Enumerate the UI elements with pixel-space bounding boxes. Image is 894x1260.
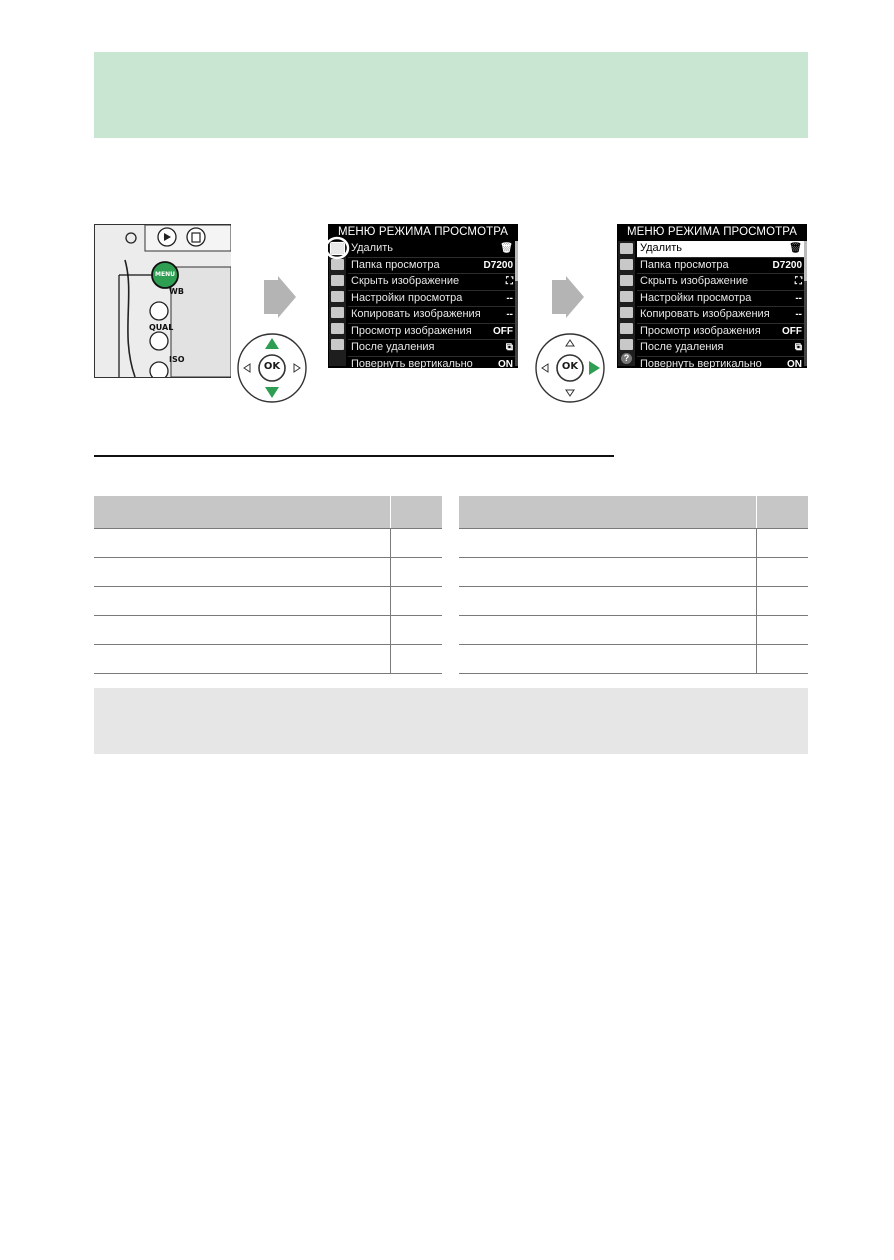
menu-item[interactable] (348, 258, 516, 275)
item-value: -- (506, 292, 513, 304)
screen-title: МЕНЮ РЕЖИМА ПРОСМОТРА (337, 226, 509, 238)
table-cell (757, 645, 809, 674)
camera-tab-icon[interactable] (331, 259, 344, 270)
trash-icon: 🗑 (789, 243, 802, 254)
menu-item[interactable] (637, 357, 805, 369)
table-cell (391, 587, 443, 616)
header-cell (459, 496, 757, 529)
menu-item[interactable] (637, 307, 805, 324)
table-row (94, 529, 442, 558)
wrench-tab-icon[interactable] (620, 307, 633, 318)
iso-label: ISO (169, 355, 185, 364)
ok-label: OK (263, 361, 281, 372)
table-cell (459, 616, 757, 645)
item-label: Копировать изображения (351, 308, 481, 320)
table-cell (459, 529, 757, 558)
movie-tab-icon[interactable] (620, 275, 633, 286)
pencil-tab-icon[interactable] (331, 291, 344, 302)
menu-tabs (618, 241, 635, 366)
item-value: D7200 (483, 259, 513, 271)
retouch-tab-icon[interactable] (331, 323, 344, 334)
options-table-right (459, 496, 808, 674)
table-row (94, 645, 442, 674)
item-label: Повернуть вертикально (351, 357, 473, 368)
multi-selector-up-down (236, 332, 308, 404)
item-value: OFF (782, 325, 802, 337)
delete-button-graphic (187, 228, 205, 246)
menu-item[interactable] (637, 340, 805, 357)
item-value: -- (795, 292, 802, 304)
table-cell (757, 587, 809, 616)
table-cell (94, 558, 391, 587)
table-cell (459, 645, 757, 674)
menu-item[interactable] (348, 241, 516, 258)
table-row (94, 616, 442, 645)
item-value: D7200 (772, 259, 802, 271)
pencil-tab-icon[interactable] (620, 291, 633, 302)
item-label: Настройки просмотра (640, 291, 752, 304)
table-cell (459, 558, 757, 587)
table-row (459, 616, 808, 645)
table-row (94, 558, 442, 587)
wb-label: WB (169, 287, 184, 296)
item-label: Папка просмотра (351, 258, 440, 271)
menu-scrollbar[interactable] (515, 241, 518, 366)
table-cell (757, 616, 809, 645)
item-value: OFF (493, 325, 513, 337)
menu-item[interactable] (637, 274, 805, 291)
table-cell (94, 529, 391, 558)
menu-scrollbar[interactable] (804, 241, 807, 366)
menu-item[interactable] (348, 291, 516, 308)
my-menu-tab-icon[interactable] (620, 339, 633, 350)
after-delete-icon: ⧉ (794, 342, 802, 353)
header-cell (391, 496, 443, 529)
playback-menu-screen-right (617, 224, 807, 368)
selection-highlight-circle (328, 236, 350, 260)
playback-menu-screen-left (328, 224, 518, 368)
menu-item[interactable] (348, 324, 516, 341)
after-delete-icon: ⧉ (505, 342, 513, 353)
table-cell (757, 529, 809, 558)
retouch-tab-icon[interactable] (620, 323, 633, 334)
table-header-row (94, 496, 442, 529)
table-row (459, 529, 808, 558)
item-label: Скрыть изображение (640, 275, 749, 287)
movie-tab-icon[interactable] (331, 275, 344, 286)
item-label: Повернуть вертикально (640, 357, 762, 368)
table-cell (459, 587, 757, 616)
note-box (94, 688, 808, 754)
item-label: Настройки просмотра (351, 291, 463, 304)
table-cell (391, 529, 443, 558)
table-cell (94, 587, 391, 616)
item-value: ON (787, 358, 802, 368)
table-row (94, 587, 442, 616)
menu-items (637, 241, 805, 368)
camera-tab-icon[interactable] (620, 259, 633, 270)
table-cell (391, 616, 443, 645)
item-label: После удаления (351, 341, 435, 353)
help-icon[interactable]: ? (621, 353, 632, 364)
trash-icon: 🗑 (500, 243, 513, 254)
my-menu-tab-icon[interactable] (331, 339, 344, 350)
item-value: -- (506, 309, 513, 320)
section-divider (94, 455, 614, 457)
item-label: Удалить (351, 242, 393, 254)
menu-item-selected[interactable] (637, 241, 805, 258)
ok-label: OK (561, 361, 579, 372)
table-header-row (459, 496, 808, 529)
camera-body-graphic (95, 225, 231, 377)
item-label: Скрыть изображение (351, 275, 460, 287)
item-value: ON (498, 358, 513, 368)
item-label: Просмотр изображения (351, 324, 472, 337)
wrench-tab-icon[interactable] (331, 307, 344, 318)
item-value: -- (795, 309, 802, 320)
table-cell (757, 558, 809, 587)
qual-label: QUAL (149, 323, 174, 332)
item-label: Папка просмотра (640, 258, 729, 271)
menu-item[interactable] (637, 291, 805, 308)
menu-item[interactable] (348, 274, 516, 291)
header-cell (94, 496, 391, 529)
item-label: Просмотр изображения (640, 324, 761, 337)
right-arrow-icon (552, 276, 584, 318)
table-row (459, 645, 808, 674)
menu-item[interactable] (637, 258, 805, 275)
multi-selector-right (534, 332, 606, 404)
menu-item[interactable] (348, 357, 516, 369)
menu-item[interactable] (637, 324, 805, 341)
hide-image-icon: ⛶ (795, 276, 802, 287)
playback-tab-icon[interactable] (620, 243, 633, 254)
options-table-left (94, 496, 442, 674)
menu-item[interactable] (348, 307, 516, 324)
menu-button-label: MENU (155, 271, 175, 278)
menu-item[interactable] (348, 340, 516, 357)
screen-title: МЕНЮ РЕЖИМА ПРОСМОТРА (626, 226, 798, 238)
section-banner (94, 52, 808, 138)
hide-image-icon: ⛶ (506, 276, 513, 287)
table-cell (94, 616, 391, 645)
right-arrow-icon (264, 276, 296, 318)
table-cell (391, 558, 443, 587)
table-cell (94, 645, 391, 674)
menu-items (348, 241, 516, 368)
item-label: Копировать изображения (640, 308, 770, 320)
item-label: После удаления (640, 341, 724, 353)
table-row (459, 558, 808, 587)
item-label: Удалить (640, 242, 682, 254)
header-cell (757, 496, 809, 529)
table-cell (391, 645, 443, 674)
camera-back-illustration (94, 224, 231, 378)
table-row (459, 587, 808, 616)
